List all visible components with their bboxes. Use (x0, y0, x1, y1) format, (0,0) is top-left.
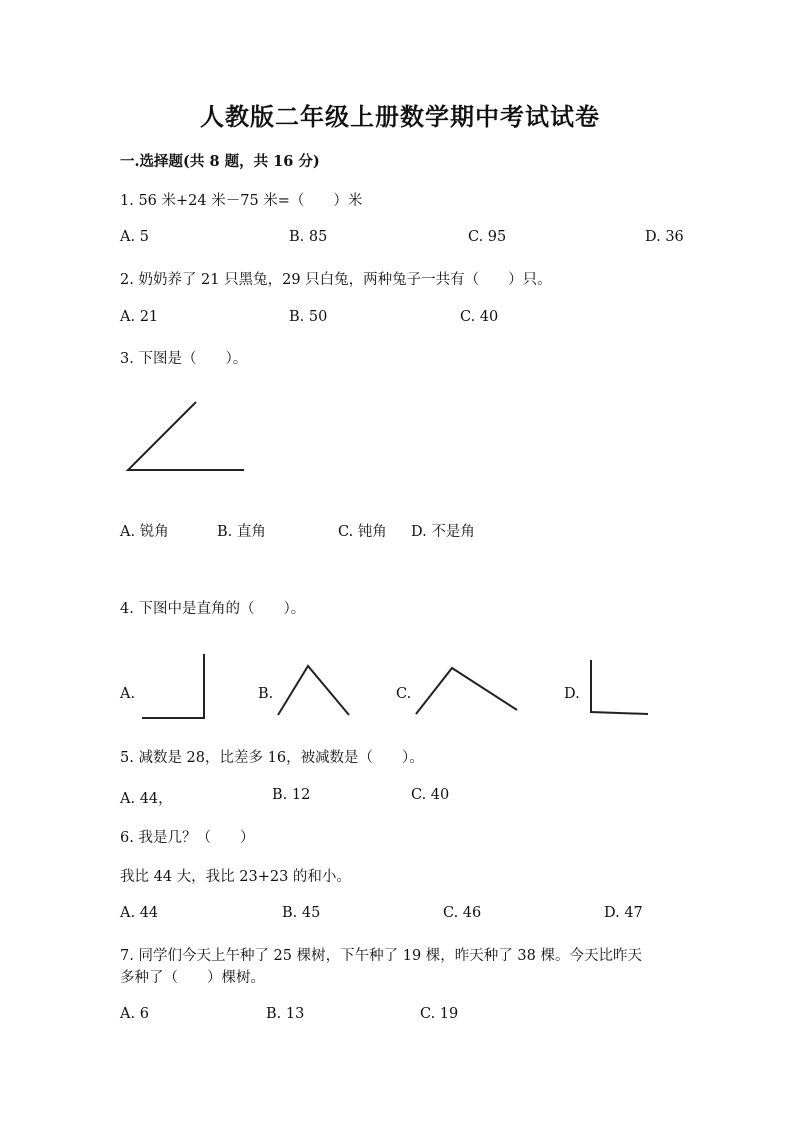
q4-option-d: D. (564, 686, 580, 702)
q5-option-b: B. 12 (272, 787, 311, 803)
q1-option-c: C. 95 (468, 229, 507, 245)
q3-option-c: C. 钝角 (338, 524, 387, 540)
q7-option-c: C. 19 (420, 1006, 459, 1022)
q7-option-a: A. 6 (120, 1006, 149, 1022)
acute-angle-figure (120, 395, 250, 480)
q1-option-b: B. 85 (289, 229, 328, 245)
q4-figure-b-angle (274, 660, 354, 720)
q6-option-a: A. 44 (120, 905, 159, 921)
q1-option-a: A. 5 (120, 229, 149, 245)
q2-option-a: A. 21 (120, 309, 159, 325)
q2-option-b: B. 50 (289, 309, 328, 325)
q4-option-a: A. (120, 686, 136, 702)
q3-option-d: D. 不是角 (411, 524, 475, 540)
q6-option-d: D. 47 (604, 905, 643, 921)
q7-option-b: B. 13 (266, 1006, 305, 1022)
q3-option-a: A. 锐角 (120, 524, 169, 540)
q1-option-d: D. 36 (645, 229, 684, 245)
q4-figure-a-right-angle (138, 650, 210, 722)
q4-figure-c-obtuse-angle (412, 662, 522, 718)
q4-figure-d-angle (586, 656, 652, 718)
page-title: 人教版二年级上册数学期中考试试卷 (200, 102, 600, 131)
q5-option-c: C. 40 (411, 787, 450, 803)
question-1: 1. 56 米+24 米－75 米=（ ）米 (120, 193, 363, 209)
q6-option-c: C. 46 (443, 905, 482, 921)
question-7-line-1: 7. 同学们今天上午种了 25 棵树，下午种了 19 棵，昨天种了 38 棵。今天比昨天 (120, 948, 642, 964)
section-heading: 一.选择题(共 8 题，共 16 分) (120, 153, 320, 170)
q6-option-b: B. 45 (282, 905, 321, 921)
q3-option-b: B. 直角 (217, 524, 266, 540)
question-6-condition: 我比 44 大，我比 23+23 的和小。 (120, 869, 351, 885)
q4-option-c: C. (396, 686, 412, 702)
question-5: 5. 减数是 28，比差多 16，被减数是（ ）。 (120, 750, 424, 766)
question-3: 3. 下图是（ ）。 (120, 351, 248, 367)
question-2: 2. 奶奶养了 21 只黑兔，29 只白兔，两种兔子一共有（ ）只。 (120, 272, 552, 288)
question-7-line-2: 多种了（ ）棵树。 (120, 970, 265, 986)
q4-option-b: B. (258, 686, 274, 702)
q5-option-a: A. 44， (120, 791, 173, 807)
question-4: 4. 下图中是直角的（ ）。 (120, 601, 306, 617)
q2-option-c: C. 40 (460, 309, 499, 325)
question-6: 6. 我是几？（ ） (120, 830, 255, 846)
